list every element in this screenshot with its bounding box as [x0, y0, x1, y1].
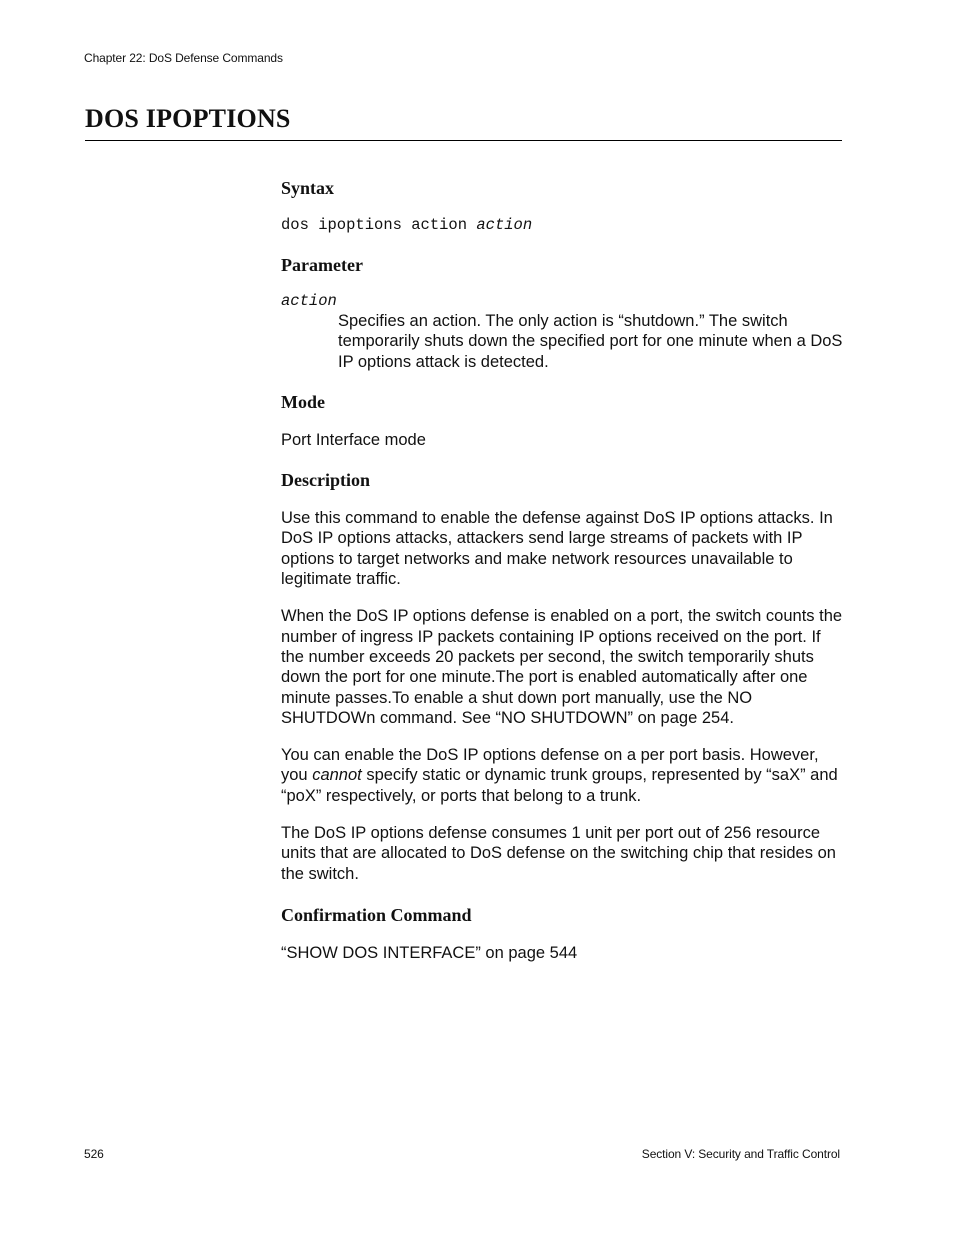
description-p3-before: You can enable the DoS IP options defense on a per port basis. However, you: [281, 746, 819, 785]
content-body: [281, 178, 846, 963]
title-rule: [85, 140, 842, 141]
running-header: Chapter 22: DoS Defense Commands: [84, 51, 283, 65]
confirmation-link[interactable]: “SHOW DOS INTERFACE” on page 544: [281, 943, 578, 962]
parameter-description: Specifies an action. The only action is “shutdown.” The switch temporarily shuts down the specified port for one minute when a DoS IP options attack is detected.: [338, 312, 843, 371]
parameter-heading: Parameter: [281, 255, 363, 275]
description-heading: Description: [281, 470, 370, 491]
syntax-argument: action: [476, 216, 533, 234]
command-title: DOS IPOPTIONS: [85, 104, 291, 133]
page-number: 526: [84, 1147, 104, 1161]
description-paragraph-2: When the DoS IP options defense is enabled on a port, the switch counts the number of ingress IP packets containing IP options received on the port. If the number exceeds 20 packets per second, the switch temporarily shuts down the port for one minute.The port is enabled automatically after one minute passes.To enable a shut down port manually, use the NO SHUTDOWn command. See “NO SHUTDOWN” on page 254.: [281, 607, 843, 727]
syntax-command: dos ipoptions action: [281, 216, 477, 234]
description-p3-emphasis: cannot: [312, 766, 362, 785]
confirmation-heading: Confirmation Command: [281, 904, 472, 925]
syntax-heading: Syntax: [281, 178, 335, 198]
syntax-line: [281, 216, 846, 234]
description-paragraph-3: [281, 745, 846, 806]
mode-heading: Mode: [281, 391, 325, 412]
description-paragraph-4: The DoS IP options defense consumes 1 unit per port out of 256 resource units that are allocated to DoS defense on the switching chip that resides on the switch.: [281, 824, 836, 883]
section-footer: Section V: Security and Traffic Control: [641, 1147, 840, 1161]
description-paragraph-1: Use this command to enable the defense against DoS IP options attacks. In DoS IP options attacks, attackers send large streams of packets with IP options to target networks and make network resources unavailable to legitimate traffic.: [281, 509, 833, 589]
mode-text: Port Interface mode: [281, 430, 426, 449]
description-p3-after: specify static or dynamic trunk groups, represented by “saX” and “poX” respectively, or ports that belong to a trunk.: [281, 766, 838, 805]
parameter-name: action: [281, 292, 337, 310]
